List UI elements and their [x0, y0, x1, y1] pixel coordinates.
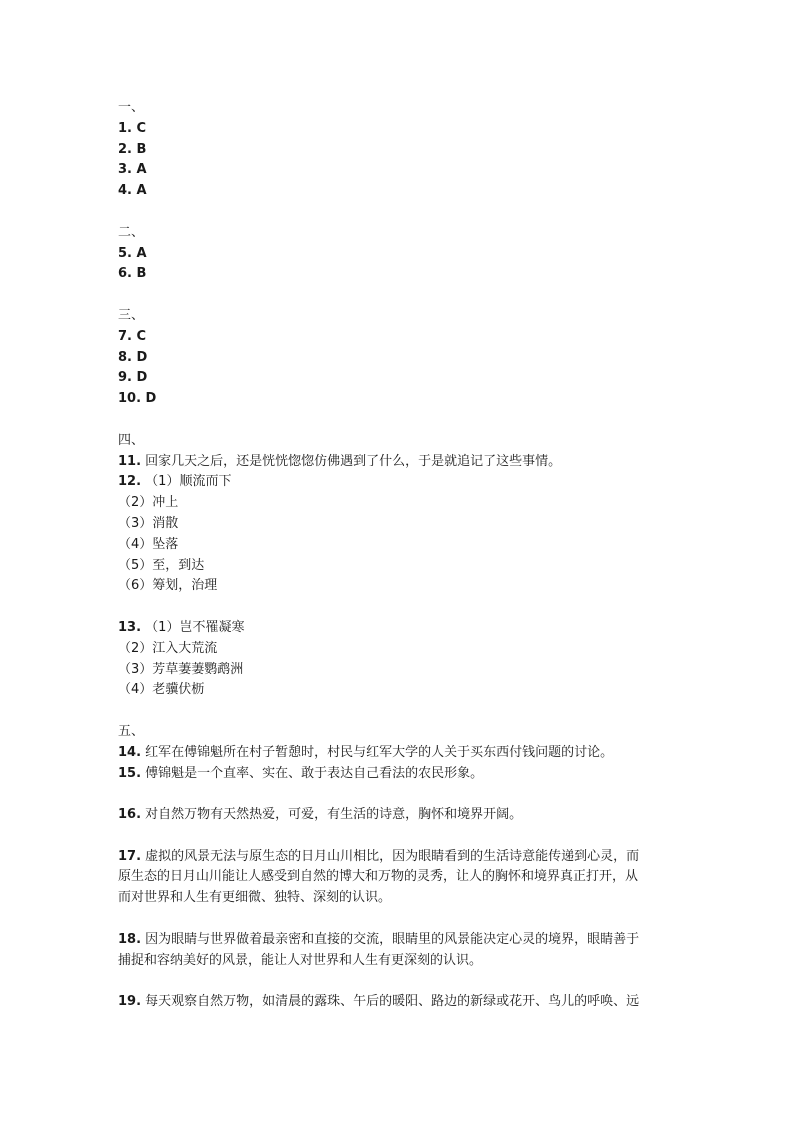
answer-14: [118, 743, 680, 764]
answer-sheet: [118, 98, 680, 1013]
answer-18: [118, 930, 680, 951]
answer-13-line: （4）老骥伏枥: [118, 682, 205, 698]
question-number: 17.: [118, 848, 142, 864]
question-number: 15.: [118, 765, 142, 781]
answer-12: [118, 472, 680, 493]
answer-9: 9. D: [118, 370, 148, 386]
answer-2: 2. B: [118, 141, 147, 157]
section-heading-4: 四、: [118, 432, 145, 448]
answer-5: 5. A: [118, 245, 147, 261]
answer-12-line: （6）筹划，治理: [118, 578, 218, 594]
question-number: 13.: [118, 619, 142, 635]
answer-1: 1. C: [118, 120, 147, 136]
answer-text: 傅锦魁是一个直率、实在、敢于表达自己看法的农民形象。: [145, 765, 484, 781]
answer-text: 每天观察自然万物，如清晨的露珠、午后的暖阳、路边的新绿或花开、鸟儿的呼唤、远: [145, 994, 640, 1010]
answer-12-line: （2）冲上: [118, 495, 179, 511]
answer-text: （1）岂不罹凝寒: [145, 619, 245, 635]
answer-16: [118, 805, 680, 826]
question-number: 14.: [118, 744, 142, 760]
answer-13-line: （3）芳草萋萋鹦鹉洲: [118, 661, 244, 677]
answer-18-line: 捕捉和容纳美好的风景，能让人对世界和人生有更深刻的认识。: [118, 952, 483, 968]
answer-17-line: 原生态的日月山川能让人感受到自然的博大和万物的灵秀，让人的胸怀和境界真正打开，从: [118, 869, 639, 885]
question-number: 12.: [118, 474, 142, 490]
section-heading-1: 一、: [118, 100, 145, 115]
answer-10: 10. D: [118, 391, 157, 407]
answer-13-line: （2）江入大荒流: [118, 640, 218, 656]
section-heading-5: 五、: [118, 723, 145, 739]
answer-8: 8. D: [118, 349, 148, 365]
answer-7: 7. C: [118, 328, 147, 344]
answer-17-line: 而对世界和人生有更细微、独特、深刻的认识。: [118, 890, 392, 906]
question-number: 19.: [118, 994, 142, 1010]
answer-12-line: （4）坠落: [118, 536, 179, 552]
section-heading-3: 三、: [118, 307, 145, 323]
answer-text: 回家几天之后，还是恍恍惚惚仿佛遇到了什么，于是就追记了这些事情。: [145, 453, 562, 469]
question-number: 11.: [118, 453, 142, 469]
answer-19: [118, 992, 680, 1013]
answer-text: 对自然万物有天然热爱，可爱，有生活的诗意，胸怀和境界开阔。: [145, 807, 523, 823]
answer-text: 虚拟的风景无法与原生态的日月山川相比，因为眼睛看到的生活诗意能传递到心灵，而: [145, 848, 640, 864]
section-heading-2: 二、: [118, 224, 145, 240]
answer-12-line: （3）消散: [118, 515, 179, 531]
answer-17: [118, 847, 680, 868]
answer-3: 3. A: [118, 162, 147, 178]
answer-6: 6. B: [118, 266, 147, 282]
answer-text: （1）顺流而下: [145, 474, 232, 490]
answer-15: [118, 764, 680, 785]
answer-11: [118, 452, 680, 473]
question-number: 18.: [118, 931, 142, 947]
answer-12-line: （5）至，到达: [118, 557, 205, 573]
answer-text: 因为眼睛与世界做着最亲密和直接的交流，眼睛里的风景能决定心灵的境界，眼睛善于: [145, 931, 640, 947]
answer-4: 4. A: [118, 183, 147, 199]
answer-text: 红军在傅锦魁所在村子暂憩时，村民与红军大学的人关于买东西付钱问题的讨论。: [145, 744, 614, 760]
question-number: 16.: [118, 807, 142, 823]
answer-13: [118, 618, 680, 639]
